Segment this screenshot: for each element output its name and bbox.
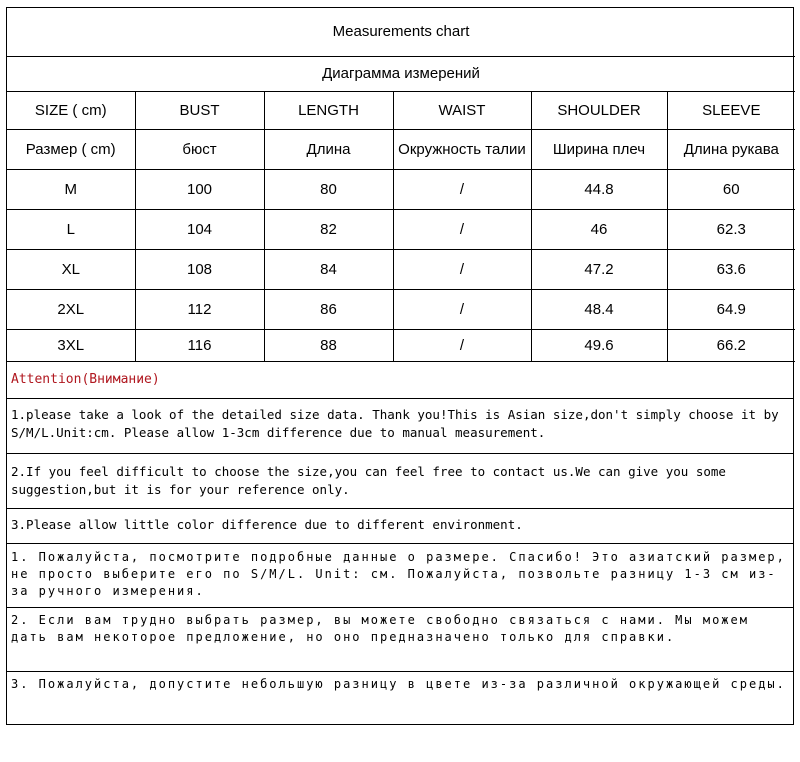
note-en-3: 3.Please allow little color difference due to different environment. bbox=[7, 509, 793, 544]
table-cell: 82 bbox=[264, 209, 393, 249]
header-cell: SLEEVE bbox=[667, 91, 795, 129]
header-cell: BUST bbox=[135, 91, 264, 129]
table-row bbox=[7, 249, 795, 289]
note-ru-1: 1. Пожалуйста, посмотрите подробные данные о размере. Спасибо! Это азиатский размер, не просто выберите его по S/M/L. Unit: см. Пожалуйста, позвольте разницу 1-3 см из-за ручного измерения. bbox=[7, 544, 793, 608]
note-en-1: 1.please take a look of the detailed size data. Thank you!This is Asian size,don't simply choose it by S/M/L.Unit:cm. Please allow 1-3cm difference due to manual measurement. bbox=[7, 399, 793, 454]
size-chart-document bbox=[6, 7, 794, 725]
table-cell: / bbox=[393, 329, 531, 361]
header-cell: Ширина плеч bbox=[531, 129, 667, 169]
header-cell: SIZE ( cm) bbox=[7, 91, 135, 129]
note-en-2: 2.If you feel difficult to choose the size,you can feel free to contact us.We can give you some suggestion,but it is for your reference only. bbox=[7, 454, 793, 509]
table-row bbox=[7, 329, 795, 361]
header-cell: бюст bbox=[135, 129, 264, 169]
table-cell: 47.2 bbox=[531, 249, 667, 289]
header-cell: Длина рукава bbox=[667, 129, 795, 169]
table-cell: 104 bbox=[135, 209, 264, 249]
header-cell: LENGTH bbox=[264, 91, 393, 129]
table-cell: XL bbox=[7, 249, 135, 289]
attention-heading: Attention(Внимание) bbox=[7, 362, 793, 399]
table-cell: M bbox=[7, 169, 135, 209]
header-cell: Размер ( cm) bbox=[7, 129, 135, 169]
table-cell: 48.4 bbox=[531, 289, 667, 329]
table-cell: / bbox=[393, 169, 531, 209]
table-cell: 100 bbox=[135, 169, 264, 209]
table-cell: / bbox=[393, 289, 531, 329]
table-cell: 88 bbox=[264, 329, 393, 361]
note-ru-2: 2. Если вам трудно выбрать размер, вы можете свободно связаться с нами. Мы можем дать вам некоторое предложение, но оно предназначено только для справки. bbox=[7, 608, 793, 672]
table-cell: 3XL bbox=[7, 329, 135, 361]
note-ru-3: 3. Пожалуйста, допустите небольшую разницу в цвете из-за различной окружающей среды. bbox=[11, 676, 786, 691]
table-cell: 44.8 bbox=[531, 169, 667, 209]
table-cell: 116 bbox=[135, 329, 264, 361]
measurements-table bbox=[7, 8, 795, 362]
table-cell: 66.2 bbox=[667, 329, 795, 361]
table-cell: 108 bbox=[135, 249, 264, 289]
header-row-en bbox=[7, 91, 795, 129]
chart-subtitle: Диаграмма измерений bbox=[7, 56, 795, 91]
table-cell: / bbox=[393, 209, 531, 249]
table-cell: 64.9 bbox=[667, 289, 795, 329]
table-row bbox=[7, 289, 795, 329]
chart-title: Measurements chart bbox=[7, 8, 795, 56]
table-cell: 80 bbox=[264, 169, 393, 209]
header-cell: Окружность талии bbox=[393, 129, 531, 169]
table-cell: 46 bbox=[531, 209, 667, 249]
table-cell: 60 bbox=[667, 169, 795, 209]
header-cell: WAIST bbox=[393, 91, 531, 129]
table-cell: 86 bbox=[264, 289, 393, 329]
table-cell: 84 bbox=[264, 249, 393, 289]
table-row bbox=[7, 209, 795, 249]
table-cell: 62.3 bbox=[667, 209, 795, 249]
table-cell: L bbox=[7, 209, 135, 249]
table-row bbox=[7, 169, 795, 209]
table-cell: 2XL bbox=[7, 289, 135, 329]
table-cell: 63.6 bbox=[667, 249, 795, 289]
header-cell: Длина bbox=[264, 129, 393, 169]
table-cell: / bbox=[393, 249, 531, 289]
header-cell: SHOULDER bbox=[531, 91, 667, 129]
header-row-ru bbox=[7, 129, 795, 169]
table-cell: 49.6 bbox=[531, 329, 667, 361]
table-cell: 112 bbox=[135, 289, 264, 329]
